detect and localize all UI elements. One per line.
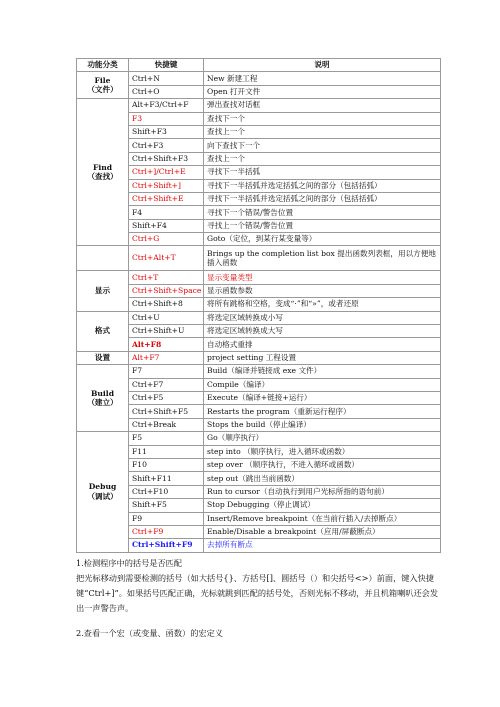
category-cell-format: 格式 xyxy=(77,311,129,351)
shortcut-description: 查找上一个 xyxy=(204,152,441,165)
shortcut-key: Shift+F4 xyxy=(129,219,204,232)
shortcut-key: Ctrl+G xyxy=(129,233,204,246)
shortcut-description: Enable/Disable a breakpoint（应用/屏蔽断点） xyxy=(204,525,441,538)
category-name: Find xyxy=(92,162,113,172)
shortcut-key: Ctrl+N xyxy=(129,72,204,85)
category-name-cn: （文件） xyxy=(87,85,118,95)
shortcut-key: Ctrl+T xyxy=(129,271,204,284)
shortcut-key: Ctrl+O xyxy=(129,85,204,98)
shortcut-description: 将选定区域转换成大写 xyxy=(204,325,441,338)
shortcut-description: 向下查找下一个 xyxy=(204,139,441,152)
shortcut-description: 寻找上一个错误/警告位置 xyxy=(204,219,441,232)
category-name-cn: （建立） xyxy=(87,398,118,408)
table-row xyxy=(77,206,441,219)
shortcut-key: Shift+F11 xyxy=(129,472,204,485)
table-row xyxy=(77,298,441,311)
shortcut-key: Ctrl+Shift+U xyxy=(129,325,204,338)
table-row xyxy=(77,338,441,351)
shortcut-key: Ctrl+Shift+Space xyxy=(129,284,204,297)
table-row xyxy=(77,539,441,552)
shortcut-key: Ctrl+Shift+E xyxy=(129,192,204,205)
table-row xyxy=(77,485,441,498)
shortcut-description: step over （顺序执行，不进入循环或函数） xyxy=(204,458,441,471)
table-row xyxy=(77,472,441,485)
shortcut-key: Ctrl+F9 xyxy=(129,525,204,538)
table-row xyxy=(77,365,441,378)
shortcut-key: Ctrl+F10 xyxy=(129,485,204,498)
shortcut-key: F5 xyxy=(129,432,204,445)
shortcut-key: Ctrl+Shift+F9 xyxy=(129,539,204,552)
shortcut-key: Ctrl+Break xyxy=(129,418,204,431)
shortcut-description: 将选定区域转换成小写 xyxy=(204,311,441,324)
shortcut-key: Shift+F5 xyxy=(129,499,204,512)
table-row xyxy=(77,85,441,98)
table-row xyxy=(77,499,441,512)
shortcut-key: Ctrl+F3 xyxy=(129,139,204,152)
shortcut-description: Execute（编译+链接+运行） xyxy=(204,391,441,404)
shortcut-description: Compile（编译） xyxy=(204,378,441,391)
shortcut-key: Alt+F3/Ctrl+F xyxy=(129,99,204,112)
category-cell-find xyxy=(77,99,129,246)
table-row xyxy=(77,418,441,431)
shortcut-table-body xyxy=(77,59,441,553)
shortcut-description: 寻找下一半括弧并选定括弧之间的部分（包括括弧） xyxy=(204,192,441,205)
shortcut-key: Ctrl+Shift+F3 xyxy=(129,152,204,165)
table-row xyxy=(77,445,441,458)
shortcut-key: Ctrl+Shift+8 xyxy=(129,298,204,311)
shortcut-key: Ctrl+U xyxy=(129,311,204,324)
shortcut-key: Alt+F8 xyxy=(129,338,204,351)
shortcut-description: 弹出查找对话框 xyxy=(204,99,441,112)
shortcut-description: 显示变量类型 xyxy=(204,271,441,284)
shortcut-key: Ctrl+]/Ctrl+E xyxy=(129,166,204,179)
shortcut-description: 自动格式重排 xyxy=(204,338,441,351)
shortcut-key: Ctrl+F7 xyxy=(129,378,204,391)
shortcut-key: Ctrl+F5 xyxy=(129,391,204,404)
shortcut-key: F10 xyxy=(129,458,204,471)
shortcut-description: 查找上一个 xyxy=(204,125,441,138)
table-row xyxy=(77,192,441,205)
shortcut-key: Shift+F3 xyxy=(129,125,204,138)
shortcut-description: Insert/Remove breakpoint（在当前行插入/去掉断点） xyxy=(204,512,441,525)
shortcut-description: Brings up the completion list box 提出函数列表框，用以方便地插入函数 xyxy=(204,246,441,271)
header-description: 说明 xyxy=(204,59,441,72)
table-row xyxy=(77,405,441,418)
table-row xyxy=(77,179,441,192)
category-cell-empty xyxy=(77,246,129,271)
category-cell-build xyxy=(77,365,129,432)
shortcut-key: F9 xyxy=(129,512,204,525)
table-row xyxy=(77,378,441,391)
table-row xyxy=(77,233,441,246)
shortcut-key: Ctrl+Shift+F5 xyxy=(129,405,204,418)
table-row xyxy=(77,391,441,404)
table-row xyxy=(77,246,441,271)
category-name-cn: （查找） xyxy=(87,172,118,182)
category-name-cn: （调试） xyxy=(87,491,118,501)
paragraph-1-body: 把光标移动到需要检测的括号（如大括号{}、方括号[]、圆括号（）和尖括号<>）前面，键入快捷键“Ctrl+]”。如果括号匹配正确，光标就跳到匹配的括号处，否则光标不移动，并且机箱喇叭还会发出一声警告声。 xyxy=(76,573,439,613)
table-row xyxy=(77,72,441,85)
table-row xyxy=(77,99,441,112)
shortcut-description: project setting 工程设置 xyxy=(204,351,441,364)
shortcut-description: 寻找下一半括弧 xyxy=(204,166,441,179)
table-row xyxy=(77,152,441,165)
table-row xyxy=(77,125,441,138)
shortcut-key: F3 xyxy=(129,112,204,125)
shortcut-description: Restarts the program（重新运行程序） xyxy=(204,405,441,418)
shortcut-description: Stop Debugging（停止调试） xyxy=(204,499,441,512)
shortcut-description: Stops the build（停止编译） xyxy=(204,418,441,431)
shortcut-description: Run to cursor（自动执行到用户光标所指的语句前） xyxy=(204,485,441,498)
table-row xyxy=(77,351,441,364)
shortcut-key: F7 xyxy=(129,365,204,378)
shortcut-description: 将所有跳格和空格，变成“·”和“»”，或者还原 xyxy=(204,298,441,311)
table-row xyxy=(77,325,441,338)
table-row xyxy=(77,525,441,538)
shortcut-description: Build（编译并链接成 exe 文件） xyxy=(204,365,441,378)
shortcut-description: Open 打开文件 xyxy=(204,85,441,98)
category-name: Build xyxy=(90,388,115,398)
shortcut-description: 显示函数参数 xyxy=(204,284,441,297)
shortcut-key: F4 xyxy=(129,206,204,219)
header-shortcut: 快捷键 xyxy=(129,59,204,72)
table-row xyxy=(77,311,441,324)
shortcut-description: Goto（定位，到某行某变量等） xyxy=(204,233,441,246)
shortcut-description: 寻找下一个错误/警告位置 xyxy=(204,206,441,219)
table-row xyxy=(77,271,441,284)
category-cell-file xyxy=(77,72,129,99)
shortcut-description: New 新建工程 xyxy=(204,72,441,85)
shortcut-key: F11 xyxy=(129,445,204,458)
shortcut-description: step out（跳出当前函数） xyxy=(204,472,441,485)
shortcut-key: Ctrl+Alt+T xyxy=(129,246,204,271)
category-name: File xyxy=(94,75,111,85)
header-category: 功能分类 xyxy=(77,59,129,72)
table-row xyxy=(77,432,441,445)
table-row xyxy=(77,512,441,525)
shortcut-description: 查找下一个 xyxy=(204,112,441,125)
table-row xyxy=(77,458,441,471)
table-row xyxy=(77,284,441,297)
shortcut-description: 寻找下一半括弧并选定括弧之间的部分（包括括弧） xyxy=(204,179,441,192)
table-header-row xyxy=(77,59,441,72)
shortcut-description: 去掉所有断点 xyxy=(204,539,441,552)
category-cell-settings: 设置 xyxy=(77,351,129,364)
shortcut-key: Alt+F7 xyxy=(129,351,204,364)
shortcut-description: step into （顺序执行，进入循环或函数） xyxy=(204,445,441,458)
paragraph-2-title: 2.查看一个宏（或变量、函数）的宏定义 xyxy=(76,628,223,638)
shortcut-table xyxy=(76,58,441,553)
table-row xyxy=(77,112,441,125)
paragraph-macro-definition xyxy=(76,626,440,641)
table-row xyxy=(77,166,441,179)
table-row xyxy=(77,139,441,152)
shortcut-description: Go（顺序执行） xyxy=(204,432,441,445)
category-name: Debug xyxy=(88,482,117,492)
paragraph-bracket-matching xyxy=(76,556,440,616)
shortcut-key: Ctrl+Shift+] xyxy=(129,179,204,192)
category-cell-display: 显示 xyxy=(77,271,129,311)
table-row xyxy=(77,219,441,232)
category-cell-debug xyxy=(77,432,129,553)
paragraph-1-title: 1.检测程序中的括号是否匹配 xyxy=(76,558,183,568)
